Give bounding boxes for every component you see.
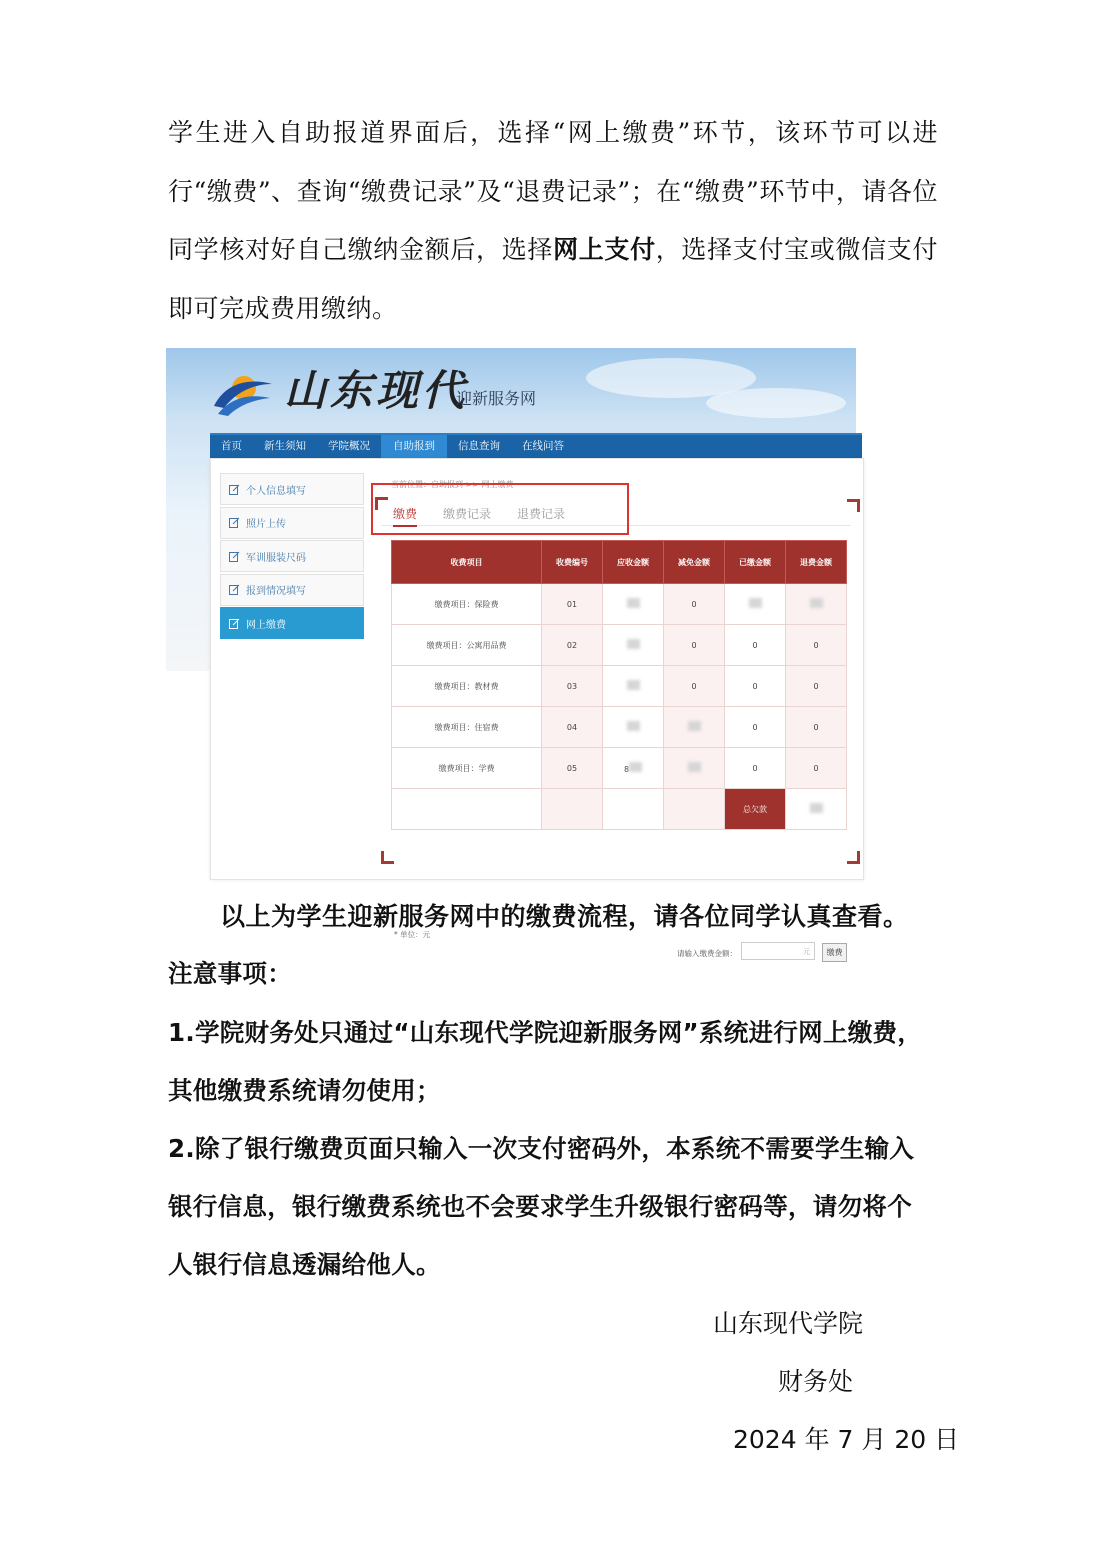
summary-sentence: 以上为学生迎新服务网中的缴费流程，请各位同学认真查看。 (220, 902, 909, 931)
fee-table (391, 540, 847, 830)
amount-waived (664, 748, 725, 789)
redacted-value (627, 680, 640, 690)
edit-icon (229, 551, 240, 562)
sidebar-item-registration-status[interactable] (220, 574, 364, 606)
corner-decoration (381, 851, 394, 864)
signature-date: 2024 年 7 月 20 日 (733, 1425, 960, 1454)
tab-payment[interactable]: 缴费 (393, 505, 417, 527)
empty-cell (664, 789, 725, 830)
edit-icon (229, 484, 240, 495)
amount-waived: 0 (664, 625, 725, 666)
amount-refunded: 0 (786, 748, 847, 789)
column-header: 应收金额 (603, 541, 664, 584)
column-header: 减免金额 (664, 541, 725, 584)
nav-info-query[interactable]: 信息查询 (458, 440, 500, 452)
main-nav (210, 433, 862, 458)
nav-home[interactable]: 首页 (221, 440, 242, 452)
sidebar (220, 473, 364, 641)
redacted-value (810, 803, 823, 813)
edit-icon (229, 584, 240, 595)
amount-waived (664, 707, 725, 748)
amount-waived: 0 (664, 584, 725, 625)
fee-code: 04 (542, 707, 603, 748)
table-row-total (392, 789, 847, 830)
redacted-value (627, 721, 640, 731)
table-row (392, 707, 847, 748)
redacted-value (629, 762, 642, 772)
corner-decoration (847, 499, 860, 512)
column-header: 已缴金额 (725, 541, 786, 584)
column-header: 收费编号 (542, 541, 603, 584)
amount-refunded: 0 (786, 666, 847, 707)
total-owed-value (786, 789, 847, 830)
fee-code: 05 (542, 748, 603, 789)
intro-paragraph (168, 104, 938, 338)
fee-code: 03 (542, 666, 603, 707)
sidebar-item-label: 军训服装尺码 (246, 552, 306, 564)
sidebar-item-label: 照片上传 (246, 519, 286, 530)
notes-heading: 注意事项： (168, 959, 292, 988)
unit-note: * 单位：元 (394, 930, 431, 939)
column-header: 退费金额 (786, 541, 847, 584)
note-item-2-line-1: 2.除了银行缴费页面只输入一次支付密码外，本系统不需要学生输入 (168, 1134, 915, 1163)
redacted-value (627, 639, 640, 649)
redacted-value (749, 598, 762, 608)
note-item-2-line-3: 人银行信息透漏给他人。 (168, 1250, 441, 1279)
note-item-1-line-1: 1.学院财务处只通过“山东现代学院迎新服务网”系统进行网上缴费， (168, 1018, 923, 1047)
redacted-value (810, 598, 823, 608)
fee-item: 缴费项目：学费 (392, 748, 542, 789)
amount-paid: 0 (725, 748, 786, 789)
tab-payment-records[interactable]: 缴费记录 (443, 507, 492, 521)
nav-self-registration[interactable]: 自助报到 (381, 435, 447, 458)
column-header: 收费项目 (392, 541, 542, 584)
amount-paid: 0 (725, 625, 786, 666)
edit-icon (229, 517, 240, 528)
redacted-value (688, 762, 701, 772)
table-header-row (392, 541, 847, 584)
signature-organization: 山东现代学院 (713, 1309, 864, 1338)
intro-text-2: ，选择支付宝或微信支付即可完成费用缴纳。 (168, 235, 938, 323)
breadcrumb: 当前位置：自助报到 >> 网上缴费 (391, 480, 514, 489)
amount-due (603, 666, 664, 707)
sidebar-item-label: 报到情况填写 (246, 586, 306, 597)
sidebar-item-photo-upload[interactable] (220, 507, 364, 539)
sidebar-item-label: 个人信息填写 (246, 485, 306, 497)
pay-button[interactable]: 缴费 (822, 943, 847, 962)
table-row (392, 666, 847, 707)
fee-code: 02 (542, 625, 603, 666)
payment-amount-label: 请输入缴费金额： (677, 949, 737, 958)
cloud-decoration (706, 388, 846, 418)
amount-paid (725, 584, 786, 625)
corner-decoration (847, 851, 860, 864)
fee-code: 01 (542, 584, 603, 625)
amount-refunded (786, 584, 847, 625)
nav-new-student-notice[interactable]: 新生须知 (264, 440, 306, 452)
fee-item: 缴费项目：住宿费 (392, 707, 542, 748)
amount-paid: 0 (725, 666, 786, 707)
sidebar-item-online-payment[interactable] (220, 607, 364, 639)
sidebar-item-uniform-size[interactable] (220, 540, 364, 572)
intro-bold-text: 网上支付 (553, 235, 656, 265)
redacted-value (688, 721, 701, 731)
amount-refunded: 0 (786, 707, 847, 748)
sidebar-item-label: 网上缴费 (246, 619, 286, 631)
fee-item: 缴费项目：保险费 (392, 584, 542, 625)
empty-cell (542, 789, 603, 830)
tab-refund-records[interactable]: 退费记录 (517, 507, 566, 521)
highlight-box (371, 483, 629, 535)
note-item-2-line-2: 银行信息，银行缴费系统也不会要求学生升级银行密码等，请勿将个 (168, 1192, 912, 1221)
nav-college-overview[interactable]: 学院概况 (328, 440, 370, 452)
school-logo-icon (210, 362, 276, 418)
fee-item: 缴费项目：教材费 (392, 666, 542, 707)
site-subtitle: 迎新服务网 (456, 389, 537, 408)
amount-waived: 0 (664, 666, 725, 707)
amount-refunded: 0 (786, 625, 847, 666)
table-row (392, 625, 847, 666)
fee-item: 缴费项目：公寓用品费 (392, 625, 542, 666)
total-owed-label: 总欠款 (725, 789, 786, 830)
note-item-1-line-2: 其他缴费系统请勿使用； (168, 1076, 441, 1105)
logo-text: 山东现代 (284, 366, 469, 415)
signature-department: 财务处 (778, 1367, 854, 1396)
redacted-value (627, 598, 640, 608)
nav-online-qa[interactable]: 在线问答 (522, 440, 564, 452)
sidebar-item-personal-info[interactable] (220, 473, 364, 505)
edit-icon (229, 618, 240, 629)
amount-due (603, 707, 664, 748)
table-row (392, 748, 847, 789)
amount-paid: 0 (725, 707, 786, 748)
intro-text-1: 学生进入自助报道界面后，选择“网上缴费”环节，该环节可以进行“缴费”、查询“缴费记录”及“退费记录”；在“缴费”环节中，请各位同学核对好自己缴纳金额后，选择 (168, 118, 938, 265)
amount-due (603, 625, 664, 666)
amount-due (603, 584, 664, 625)
empty-cell (603, 789, 664, 830)
amount-due-visible-digit: 8 (623, 765, 630, 774)
payment-amount-input[interactable]: 元 (741, 942, 815, 960)
amount-due (603, 748, 664, 789)
empty-cell (392, 789, 542, 830)
table-row (392, 584, 847, 625)
